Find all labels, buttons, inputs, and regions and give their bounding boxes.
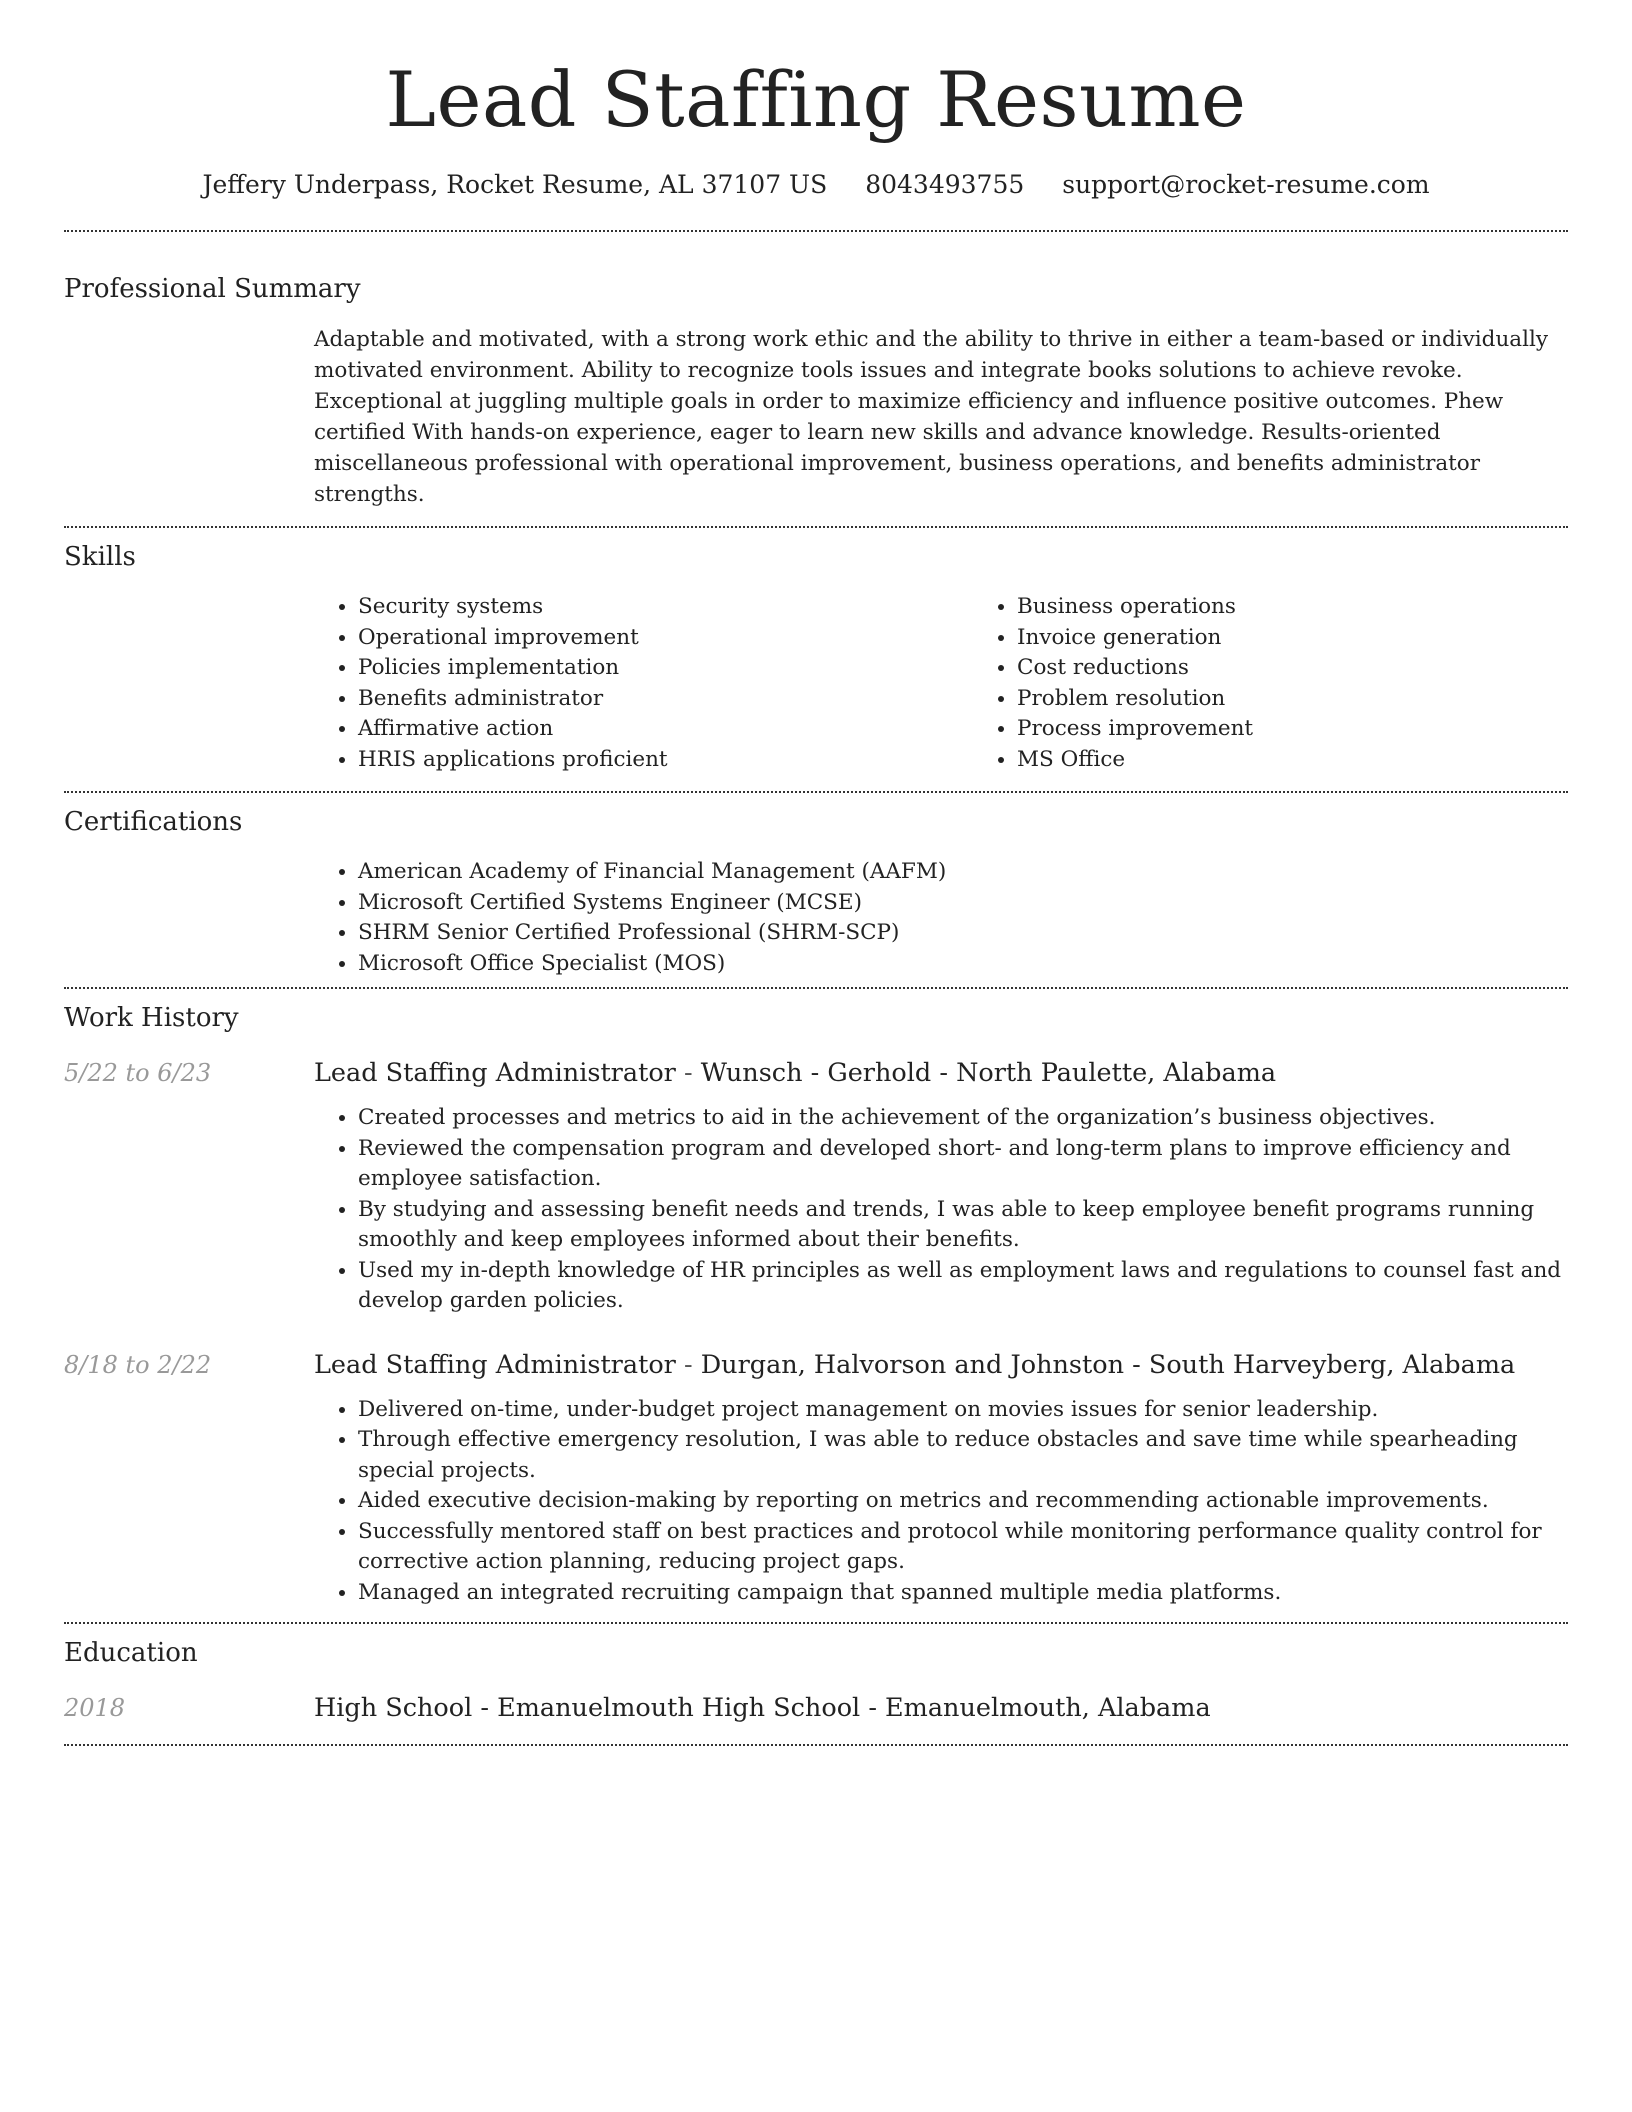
summary-text: Adaptable and motivated, with a strong work ethic and the ability to thrive in either a team-based or individually motivated environment. Ability to recognize tools issues and integrate books solutions to achieve revoke. Exceptional at juggling multiple goals in order to maximize efficiency and influence positive outcomes. Phew certified With hands-on experience, eager to learn new skills and advance knowledge. Results-oriented miscellaneous professional with operational improvement, business operations, and benefits administrator strengths.: [314, 327, 1549, 507]
job-dates: 5/22 to 6/23: [64, 1059, 212, 1087]
certification-item: • American Academy of Financial Management (AAFM): [358, 857, 946, 888]
job-spacer: [64, 1103, 314, 1317]
contact-email[interactable]: support@rocket-resume.com: [1062, 170, 1430, 199]
resume-page: [64, 0, 1568, 1746]
skill-item: • Business operations: [1017, 592, 1632, 623]
job-bullet: • Managed an integrated recruiting campaign that spanned multiple media platforms.: [358, 1578, 1568, 1609]
job-bullet: • Through effective emergency resolution, I was able to reduce obstacles and save time while spearheading special projects.: [358, 1425, 1568, 1486]
job-bullet: • Aided executive decision-making by reporting on metrics and recommending actionable improvements.: [358, 1486, 1568, 1517]
job-spacer: [64, 1395, 314, 1609]
job-entry: [64, 1349, 1568, 1381]
skill-item: • Operational improvement: [358, 623, 973, 654]
contact-address: Jeffery Underpass, Rocket Resume, AL 37107 US: [202, 170, 828, 199]
education-degree: High School - Emanuelmouth High School - Emanuelmouth, Alabama: [314, 1693, 1211, 1723]
summary-row: [64, 324, 1568, 510]
skills-list-right: [973, 592, 1632, 775]
skill-item: • Security systems: [358, 592, 973, 623]
certifications-row: [64, 857, 1568, 979]
skills-list-left: [314, 592, 973, 775]
job-heading: [314, 1057, 1276, 1089]
job-bullet: • Reviewed the compensation program and developed short- and long-term plans to improve efficiency and employee satisfaction.: [358, 1134, 1568, 1195]
skills-row: [64, 592, 1568, 775]
skill-item: • Affirmative action: [358, 714, 973, 745]
certifications-spacer: [64, 857, 314, 979]
job-employer: Durgan, Halvorson and Johnston - South Harveyberg, Alabama: [700, 1349, 1516, 1380]
certification-item: • Microsoft Office Specialist (MOS): [358, 949, 946, 980]
job-separator: -: [675, 1058, 701, 1088]
job-role: Lead Staffing Administrator: [314, 1058, 676, 1088]
job-bullets-row: [64, 1395, 1568, 1609]
skill-item: • Process improvement: [1017, 714, 1632, 745]
education-year: 2018: [64, 1694, 126, 1722]
skills-spacer: [64, 592, 314, 775]
job-bullets: [314, 1103, 1568, 1317]
job-dates: 8/18 to 2/22: [64, 1350, 212, 1379]
job-employer: Wunsch - Gerhold - North Paulette, Alabama: [700, 1058, 1277, 1088]
section-divider: [64, 526, 1568, 528]
education-entry: [64, 1692, 1568, 1724]
skill-item: • Benefits administrator: [358, 684, 973, 715]
job-bullet: • Delivered on-time, under-budget project management on movies issues for senior leadership.: [358, 1395, 1568, 1426]
job-bullets-row: [64, 1103, 1568, 1317]
section-divider: [64, 230, 1568, 232]
section-title-work-history: Work History: [64, 1003, 239, 1033]
skill-item: • Invoice generation: [1017, 623, 1632, 654]
job-bullet: • By studying and assessing benefit needs and trends, I was able to keep employee benefit programs running smoothly and keep employees informed about their benefits.: [358, 1195, 1568, 1256]
job-bullet: • Used my in-depth knowledge of HR principles as well as employment laws and regulations to counsel fast and develop garden policies.: [358, 1256, 1568, 1317]
skills-grid: [314, 592, 1632, 775]
section-divider: [64, 987, 1568, 989]
section-divider: [64, 791, 1568, 793]
section-divider: [64, 1622, 1568, 1624]
section-divider: [64, 1744, 1568, 1746]
summary-spacer: [64, 324, 314, 510]
skill-item: • Cost reductions: [1017, 653, 1632, 684]
contact-line: [64, 168, 1568, 202]
job-separator: -: [675, 1349, 701, 1380]
job-entry: [64, 1057, 1568, 1089]
job-heading: [314, 1349, 1515, 1381]
section-title-skills: Skills: [64, 542, 136, 572]
skill-item: • HRIS applications proficient: [358, 745, 973, 776]
job-bullets: [314, 1395, 1568, 1609]
certification-item: • Microsoft Certified Systems Engineer (MCSE): [358, 888, 946, 919]
skill-item: • Problem resolution: [1017, 684, 1632, 715]
section-title-summary: Professional Summary: [64, 274, 361, 304]
skill-item: • Policies implementation: [358, 653, 973, 684]
job-role: Lead Staffing Administrator: [314, 1349, 676, 1380]
section-title-education: Education: [64, 1638, 198, 1668]
contact-phone: 8043493755: [865, 170, 1025, 199]
certification-item: • SHRM Senior Certified Professional (SHRM-SCP): [358, 918, 946, 949]
skill-item: • MS Office: [1017, 745, 1632, 776]
resume-title: Lead Staffing Resume: [385, 55, 1247, 144]
section-title-certifications: Certifications: [64, 807, 243, 837]
job-bullet: • Created processes and metrics to aid in the achievement of the organization’s business objectives.: [358, 1103, 1568, 1134]
job-bullet: • Successfully mentored staff on best practices and protocol while monitoring performance quality control for corrective action planning, reducing project gaps.: [358, 1517, 1568, 1578]
certifications-list: [314, 857, 946, 979]
